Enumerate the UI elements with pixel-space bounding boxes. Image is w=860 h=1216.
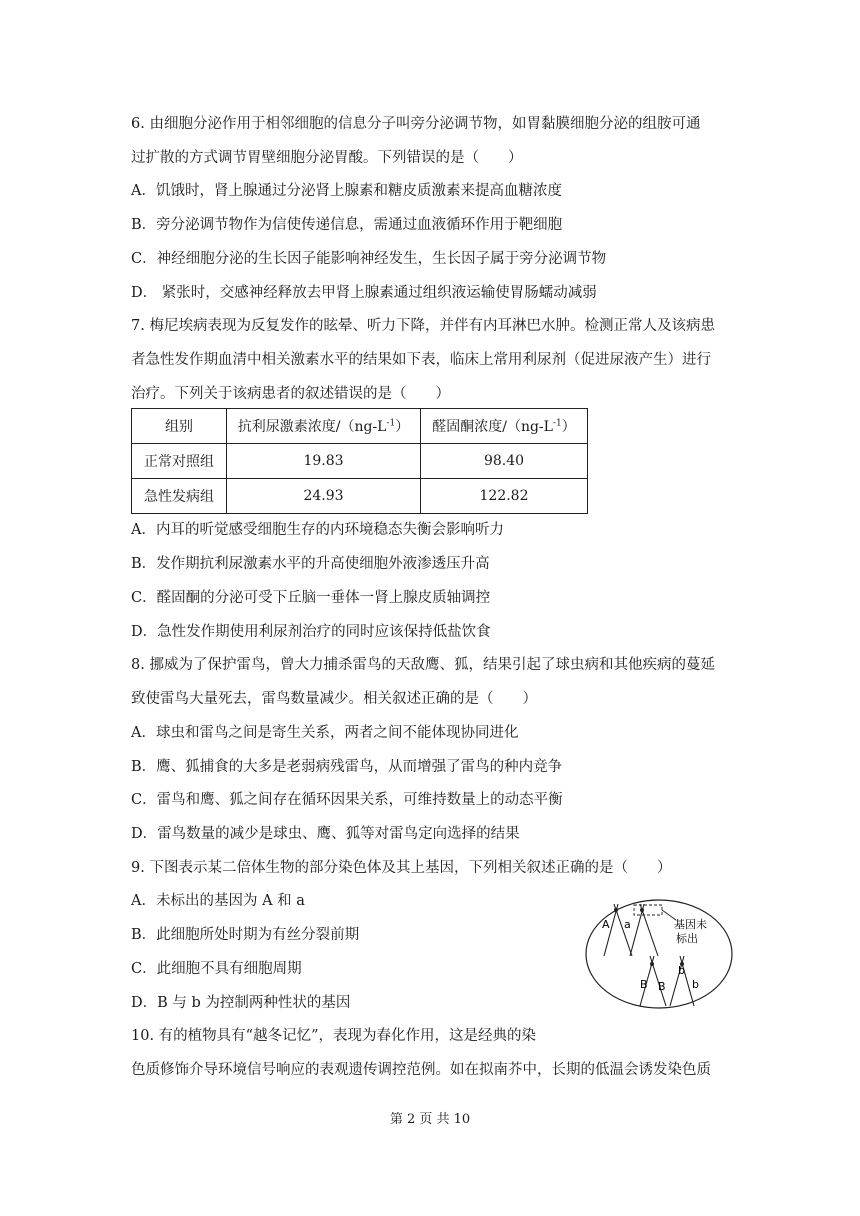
q8-option-b: B．鹰、狐捕食的大多是老弱病残雷鸟，从而增强了雷鸟的种内竞争: [131, 759, 563, 775]
q7-option-a: A．内耳的听觉感受细胞生存的内环境稳态失衡会影响听力: [131, 522, 504, 538]
q7-stem-line1: 7. 梅尼埃病表现为反复发作的眩晕、听力下降，并伴有内耳淋巴水肿。检测正常人及该病患: [131, 318, 715, 334]
q10-stem-line2: 色质修饰介导环境信号响应的表观遗传调控范例。如在拟南芥中，长期的低温会诱发染色质: [131, 1062, 711, 1078]
unlabeled-gene-box: [634, 905, 662, 915]
gene-label-b: b: [692, 978, 699, 991]
gene-label-A: A: [602, 918, 610, 931]
gene-label-a: a: [624, 918, 631, 931]
table-row: [132, 479, 588, 514]
q8-option-d: D．雷鸟数量的减少是球虫、鹰、狐等对雷鸟定向选择的结果: [131, 826, 520, 842]
table-row: [132, 444, 588, 479]
annotation-text: 基因未: [674, 918, 707, 931]
q6-stem-line1: 6. 由细胞分泌作用于相邻细胞的信息分子叫旁分泌调节物，如胃黏膜细胞分泌的组胺可通: [131, 116, 701, 132]
hormone-table: [131, 408, 588, 514]
q7-stem-line3: 治疗。下列关于该病患者的叙述错误的是（ ）: [131, 386, 450, 402]
gene-label-B: B: [658, 980, 666, 993]
q6-option-b: B．旁分泌调节物作为信使传递信息，需通过血液循环作用于靶细胞: [131, 217, 563, 233]
table-header-group: 组别: [132, 409, 227, 444]
table-cell: 122.82: [421, 479, 588, 514]
q8-option-a: A．球虫和雷鸟之间是寄生关系，两者之间不能体现协同进化: [131, 725, 519, 741]
q9-stem-line1: 9. 下图表示某二倍体生物的部分染色体及其上基因，下列相关叙述正确的是（ ）: [131, 860, 672, 876]
centromere: [640, 908, 644, 912]
table-cell: 19.83: [227, 444, 421, 479]
table-cell: 急性发病组: [132, 479, 227, 514]
table-cell: 98.40: [421, 444, 588, 479]
q10-stem-line1: 10. 有的植物具有“越冬记忆”，表现为春化作用，这是经典的染: [131, 1028, 536, 1044]
q8-option-c: C．雷鸟和鹰、狐之间存在循环因果关系，可维持数量上的动态平衡: [131, 792, 563, 808]
q7-stem-line2: 者急性发作期血清中相关激素水平的结果如下表，临床上常用利尿剂（促进尿液产生）进行: [131, 352, 711, 368]
table-cell: 24.93: [227, 479, 421, 514]
page-footer: 第 2 页 共 10: [389, 1112, 471, 1127]
q6-option-a: A．饥饿时，肾上腺通过分泌肾上腺素和糖皮质激素来提高血糖浓度: [131, 183, 562, 199]
q9-option-a: A．未标出的基因为 A 和 a: [131, 893, 305, 909]
table-header-row: [132, 409, 588, 444]
gene-label-b: b: [678, 964, 685, 977]
chromosome-cell-diagram: [584, 898, 734, 1010]
table-cell: 正常对照组: [132, 444, 227, 479]
q6-option-d: D． 紧张时，交感神经释放去甲肾上腺素通过组织液运输使胃肠蠕动减弱: [131, 285, 597, 301]
q9-option-d: D．B 与 b 为控制两种性状的基因: [131, 995, 351, 1011]
q6-stem-line2: 过扩散的方式调节胃壁细胞分泌胃酸。下列错误的是（ ）: [131, 150, 523, 166]
centromere: [614, 908, 618, 912]
q8-stem-line2: 致使雷鸟大量死去，雷鸟数量减少。相关叙述正确的是（ ）: [131, 691, 537, 707]
q7-option-b: B．发作期抗利尿激素水平的升高使细胞外液渗透压升高: [131, 556, 490, 572]
q6-option-c: C．神经细胞分泌的生长因子能影响神经发生，生长因子属于旁分泌调节物: [131, 251, 607, 267]
table-header-aldosterone: 醛固酮浓度$/(ng-L^{-1})$: [421, 409, 588, 444]
q7-option-d: D．急性发作期使用利尿剂治疗的同时应该保持低盐饮食: [131, 624, 491, 640]
q7-option-c: C．醛固酮的分泌可受下丘脑一垂体一肾上腺皮质轴调控: [131, 590, 491, 606]
gene-label-B: B: [640, 978, 648, 991]
annotation-text: 标出: [676, 932, 698, 945]
table-header-adh: 抗利尿激素浓度$/(ng-L^{-1})$: [227, 409, 421, 444]
centromere: [650, 962, 654, 966]
q9-option-c: C．此细胞不具有细胞周期: [131, 961, 302, 977]
q9-option-b: B．此细胞所处时期为有丝分裂前期: [131, 927, 360, 943]
q8-stem-line1: 8. 挪威为了保护雷鸟，曾大力捕杀雷鸟的天敌鹰、狐，结果引起了球虫病和其他疾病的蔓延: [131, 657, 715, 673]
